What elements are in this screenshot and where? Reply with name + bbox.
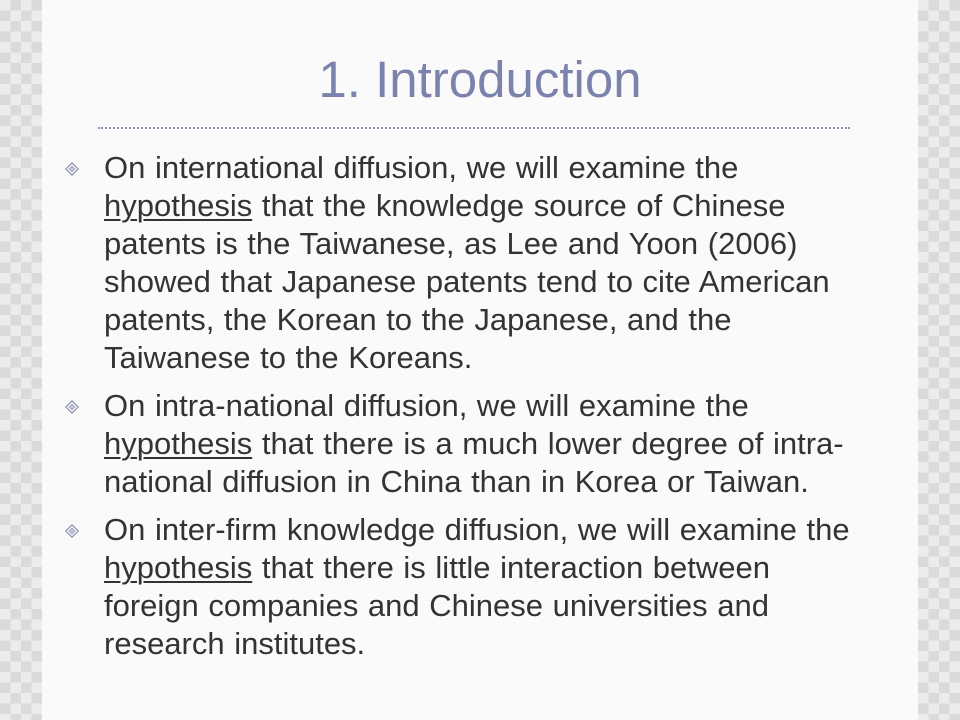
bullet-line: On intra-national diffusion, we will examine the: [104, 388, 749, 423]
diamond-bullet-icon: [65, 524, 79, 538]
bullet-line: On inter-firm knowledge diffusion, we will examine the: [104, 512, 850, 547]
emphasis-hypothesis: hypothesis: [104, 550, 253, 585]
bullet-line-text: that there is a much lower degree of intra-: [252, 426, 844, 461]
diamond-bullet-icon: [65, 162, 79, 176]
bullet-line: patents, the Korean to the Japanese, and the: [104, 302, 732, 337]
bullet-line: patents is the Taiwanese, as Lee and Yoon (2006): [104, 226, 798, 261]
diamond-bullet-icon: [65, 400, 79, 414]
bullet-line: national diffusion in China than in Korea or Taiwan.: [104, 464, 809, 499]
bullet-line: showed that Japanese patents tend to cite American: [104, 264, 830, 299]
title-divider: [98, 127, 850, 129]
bullet-line: [104, 549, 918, 587]
bullet-item-international-diffusion: [0, 149, 918, 377]
bullet-line: Taiwanese to the Koreans.: [104, 340, 473, 375]
bullet-line: On international diffusion, we will examine the: [104, 150, 739, 185]
bullet-line: foreign companies and Chinese universities and: [104, 588, 770, 623]
bullet-item-inter-firm-diffusion: [0, 511, 918, 663]
bullet-line-text: that the knowledge source of Chinese: [252, 188, 786, 223]
bullet-line: research institutes.: [104, 626, 366, 661]
bullet-line: [104, 425, 918, 463]
bullet-item-intra-national-diffusion: [0, 387, 918, 501]
emphasis-hypothesis: hypothesis: [104, 426, 253, 461]
bullet-line: [104, 187, 918, 225]
slide-title: 1. Introduction: [318, 51, 642, 108]
emphasis-hypothesis: hypothesis: [104, 188, 253, 223]
bullet-line-text: that there is little interaction between: [252, 550, 771, 585]
bullet-list: [0, 149, 918, 673]
